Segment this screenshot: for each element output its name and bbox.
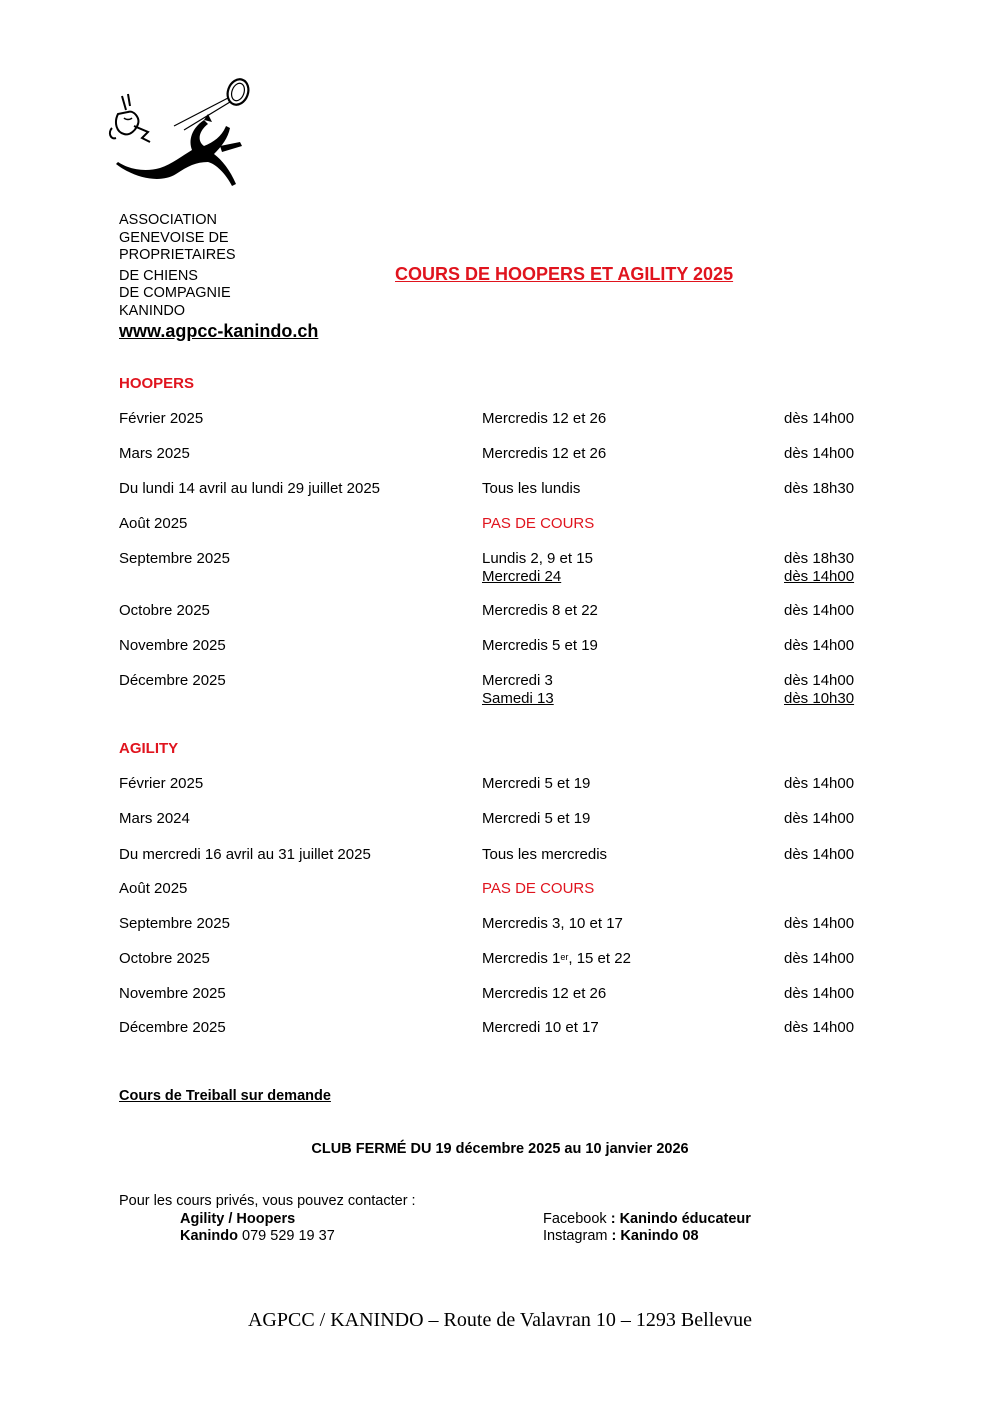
period: Novembre 2025 (119, 637, 226, 654)
time: dès 14h00 (784, 775, 855, 792)
instagram-label: Instagram (543, 1228, 608, 1244)
time: dès 14h00 (784, 637, 855, 654)
days: Samedi 13 (482, 689, 554, 707)
instagram-value: Kanindo 08 (620, 1228, 699, 1244)
days: Tous les mercredis (482, 846, 608, 863)
time: dès 14h00 (784, 410, 855, 427)
contact-phone: 079 529 19 37 (238, 1228, 335, 1244)
time: dès 18h30 (784, 550, 855, 567)
website-link[interactable]: www.agpcc-kanindo.ch (119, 321, 319, 341)
days: Mercredi 24 (482, 567, 562, 585)
time: dès 18h30 (784, 480, 855, 497)
section-heading-agility: AGILITY (119, 740, 179, 757)
document-title: COURS DE HOOPERS ET AGILITY 2025 (395, 264, 734, 284)
time: dès 14h00 (784, 950, 855, 967)
period: Septembre 2025 (119, 550, 230, 567)
period: Mars 2024 (119, 810, 190, 827)
org-line: DE CHIENS (119, 267, 198, 284)
club-closed-notice: CLUB FERMÉ DU 19 décembre 2025 au 10 janvier 2026 (311, 1141, 689, 1157)
treiball-note: Cours de Treiball sur demande (119, 1088, 331, 1104)
time: dès 14h00 (784, 915, 855, 932)
org-line: PROPRIETAIRES (119, 247, 236, 263)
days: Mercredis 12 et 26 (482, 445, 607, 462)
days: Mercredis 8 et 22 (482, 602, 598, 619)
period: Septembre 2025 (119, 915, 230, 932)
period: Octobre 2025 (119, 950, 210, 967)
days-prefix: Mercredis 1 (482, 950, 561, 967)
days: Mercredis 12 et 26 (482, 410, 607, 427)
club-logo (104, 66, 254, 196)
days: Mercredis 5 et 19 (482, 637, 598, 654)
organization-name (119, 212, 236, 320)
no-classes-label: PAS DE COURS (482, 515, 595, 532)
days: Lundis 2, 9 et 15 (482, 550, 593, 567)
days: Mercredis 12 et 26 (482, 985, 607, 1002)
period: Novembre 2025 (119, 985, 226, 1002)
time: dès 14h00 (784, 985, 855, 1002)
time: dès 14h00 (784, 672, 855, 689)
facebook-value: Kanindo éducateur (619, 1211, 751, 1227)
contact-discipline: Agility / Hoopers (180, 1211, 296, 1227)
time: dès 14h00 (784, 810, 855, 827)
days: Mercredi 3 (482, 672, 553, 689)
time: dès 10h30 (784, 689, 855, 707)
org-line: GENEVOISE DE (119, 229, 229, 246)
days: Tous les lundis (482, 480, 581, 497)
period: Mars 2025 (119, 445, 190, 462)
time: dès 14h00 (784, 445, 855, 462)
footer-address: AGPCC / KANINDO – Route de Valavran 10 – 1293 Bellevue (247, 1309, 752, 1331)
org-line: ASSOCIATION (119, 212, 218, 228)
days: Mercredi 5 et 19 (482, 810, 591, 827)
period: Octobre 2025 (119, 602, 210, 619)
days (482, 950, 631, 968)
days-suffix: , 15 et 22 (568, 950, 631, 967)
period: Août 2025 (119, 515, 188, 532)
section-heading-hoopers: HOOPERS (119, 375, 195, 392)
instagram-sep: : (607, 1228, 621, 1244)
days: Mercredis 3, 10 et 17 (482, 915, 623, 932)
period: Du mercredi 16 avril au 31 juillet 2025 (119, 846, 371, 863)
period: Février 2025 (119, 775, 204, 792)
time: dès 14h00 (784, 602, 855, 619)
org-line: KANINDO (119, 302, 186, 319)
facebook-sep: : (606, 1211, 620, 1227)
days: Mercredi 5 et 19 (482, 775, 591, 792)
facebook-label: Facebook (543, 1211, 607, 1227)
contact-social (543, 1211, 751, 1245)
days: Mercredi 10 et 17 (482, 1019, 599, 1036)
org-line: DE COMPAGNIE (119, 285, 231, 301)
period: Décembre 2025 (119, 672, 226, 689)
period: Août 2025 (119, 880, 188, 897)
no-classes-label: PAS DE COURS (482, 880, 595, 897)
period: Février 2025 (119, 410, 204, 427)
days-superscript: er (560, 952, 569, 962)
contact-name: Kanindo (180, 1228, 238, 1244)
period: Décembre 2025 (119, 1019, 226, 1036)
time: dès 14h00 (784, 567, 855, 585)
contact-intro: Pour les cours privés, vous pouvez contacter : (119, 1193, 416, 1209)
contact-private (180, 1211, 335, 1245)
time: dès 14h00 (784, 1019, 855, 1036)
period: Du lundi 14 avril au lundi 29 juillet 2025 (119, 480, 381, 497)
time: dès 14h00 (784, 846, 855, 863)
